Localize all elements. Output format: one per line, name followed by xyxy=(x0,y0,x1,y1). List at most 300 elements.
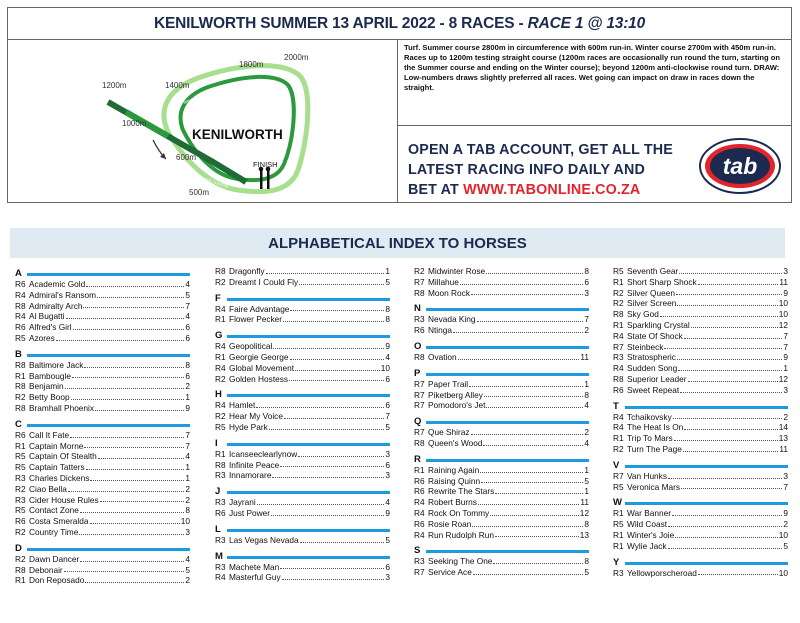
horse-entry xyxy=(414,266,589,277)
letter-header xyxy=(15,268,190,279)
horse-name: Academic Gold xyxy=(29,279,86,289)
horse-name: Dreamt I Could Fly xyxy=(229,276,299,287)
saddlecloth-number: 7 xyxy=(783,481,788,492)
horse-entry xyxy=(414,497,589,508)
horse-entry xyxy=(215,277,390,288)
letter-header xyxy=(215,438,390,449)
horse-entry xyxy=(15,554,190,565)
saddlecloth-number: 9 xyxy=(783,508,788,519)
saddlecloth-number: 2 xyxy=(584,325,589,336)
letter-label: A xyxy=(15,268,22,279)
horse-name: Rock On Tommy xyxy=(428,507,490,518)
horse-entry xyxy=(613,352,788,363)
horse-entry xyxy=(613,277,788,288)
horse-name: Van Hunks xyxy=(627,470,667,481)
horse-entry xyxy=(215,341,390,352)
letter-label: D xyxy=(15,542,22,554)
dot-leader xyxy=(71,392,185,400)
dot-leader xyxy=(683,444,778,452)
saddlecloth-number: 6 xyxy=(185,322,190,333)
race-number: R4 xyxy=(215,400,226,411)
horse-name: Faire Advantage xyxy=(229,303,290,314)
dot-leader xyxy=(83,301,184,309)
saddlecloth-number: 2 xyxy=(584,427,589,438)
dot-leader xyxy=(282,572,385,580)
horse-name: The Heat Is On xyxy=(627,422,684,433)
saddlecloth-number: 9 xyxy=(185,402,190,413)
dot-leader xyxy=(299,277,384,285)
race-number: R1 xyxy=(215,314,226,325)
horse-entry xyxy=(613,309,788,320)
horse-name: Raising Quinn xyxy=(428,475,481,486)
horse-name: Wylie Jack xyxy=(627,540,667,551)
label-600m: 600m xyxy=(176,153,197,162)
dot-leader xyxy=(484,390,583,398)
race-number: R6 xyxy=(15,322,26,333)
race-number: R4 xyxy=(215,572,226,583)
dot-leader xyxy=(698,277,779,285)
horse-name: Debonair xyxy=(29,564,63,575)
letter-divider xyxy=(426,550,589,553)
horse-entry xyxy=(15,441,190,452)
horse-name: Sweet Repeat xyxy=(627,384,680,395)
letter-divider xyxy=(227,556,390,559)
letter-divider xyxy=(27,354,190,357)
horse-name: Don Reposado xyxy=(29,575,85,586)
dot-leader xyxy=(98,451,185,459)
horse-entry xyxy=(414,325,589,336)
saddlecloth-number: 1 xyxy=(584,378,589,389)
race-number: R1 xyxy=(613,319,624,330)
race-number: R8 xyxy=(414,437,425,448)
saddlecloth-number: 8 xyxy=(584,266,589,276)
horse-entry xyxy=(613,433,788,444)
dot-leader xyxy=(280,460,384,468)
horse-name: Service Ace xyxy=(428,567,472,578)
horse-name: Raining Again xyxy=(428,464,480,475)
horse-entry xyxy=(215,363,390,374)
saddlecloth-number: 10 xyxy=(380,362,390,373)
race-number: R2 xyxy=(613,298,624,309)
horse-entry xyxy=(414,314,589,325)
horse-entry xyxy=(15,527,190,538)
dot-leader xyxy=(298,449,384,457)
tab-url-link[interactable]: WWW.TABONLINE.CO.ZA xyxy=(463,182,641,198)
label-2000m: 2000m xyxy=(284,53,309,62)
saddlecloth-number: 9 xyxy=(385,341,390,352)
dot-leader xyxy=(72,371,184,379)
saddlecloth-number: 11 xyxy=(580,351,589,362)
letter-label: P xyxy=(414,367,421,379)
race-number: R8 xyxy=(613,309,624,320)
letter-header xyxy=(414,341,589,352)
course-map xyxy=(8,40,398,202)
race-number: R1 xyxy=(613,508,624,519)
horse-name: Al Bugatti xyxy=(29,311,65,322)
horse-name: Winter's Joie xyxy=(627,529,675,540)
saddlecloth-number: 9 xyxy=(385,507,390,518)
dot-leader xyxy=(283,314,384,322)
letter-divider xyxy=(426,421,589,424)
saddlecloth-number: 13 xyxy=(778,433,788,444)
horse-name: Captain Of Stealth xyxy=(29,451,97,462)
horse-entry xyxy=(613,541,788,552)
saddlecloth-number: 8 xyxy=(584,556,589,567)
horse-name: Millahue xyxy=(428,276,459,287)
dot-leader xyxy=(56,333,185,341)
dot-leader xyxy=(676,288,782,296)
horse-name: Sky God xyxy=(627,309,659,320)
horse-entry xyxy=(613,568,788,579)
horse-entry xyxy=(414,486,589,497)
letter-header xyxy=(215,389,390,400)
dot-leader xyxy=(97,290,184,298)
race-number: R5 xyxy=(215,421,226,432)
horse-entry xyxy=(215,314,390,325)
race-number: R6 xyxy=(414,486,425,497)
horse-name: Dragonfly xyxy=(229,266,265,276)
horse-name: Sparkling Crystal xyxy=(627,319,690,330)
dot-leader xyxy=(664,342,782,350)
race-number: R8 xyxy=(613,373,624,384)
horse-entry xyxy=(15,462,190,473)
saddlecloth-number: 6 xyxy=(185,332,190,343)
horse-name: Run Rudolph Run xyxy=(428,529,494,540)
saddlecloth-number: 8 xyxy=(584,518,589,529)
horse-entry xyxy=(613,288,788,299)
saddlecloth-number: 10 xyxy=(778,529,788,540)
dot-leader xyxy=(481,476,583,484)
index-column-1 xyxy=(15,266,190,586)
letter-divider xyxy=(227,394,390,397)
horse-entry xyxy=(15,371,190,382)
horse-name: Icanseeclearlynow xyxy=(229,448,298,459)
dot-leader xyxy=(256,400,384,408)
race-number: R1 xyxy=(15,370,26,381)
index-column-4 xyxy=(613,266,788,578)
dot-leader xyxy=(65,381,185,389)
saddlecloth-number: 6 xyxy=(385,561,390,572)
horse-name: Veronica Mars xyxy=(627,481,681,492)
race-number: R5 xyxy=(613,266,624,276)
index-column-3 xyxy=(414,266,589,578)
saddlecloth-number: 10 xyxy=(778,298,788,309)
dot-leader xyxy=(679,266,782,274)
dot-leader xyxy=(453,325,583,333)
saddlecloth-number: 3 xyxy=(385,448,390,459)
saddlecloth-number: 6 xyxy=(584,276,589,287)
race-number: R4 xyxy=(215,341,226,352)
horse-name: Call It Fate xyxy=(29,429,70,440)
index-banner xyxy=(10,228,785,258)
horse-name: Dawn Dancer xyxy=(29,553,80,564)
saddlecloth-number: 2 xyxy=(185,575,190,586)
horse-entry xyxy=(414,465,589,476)
tab-advert[interactable] xyxy=(398,126,791,202)
horse-name: Moon Rock xyxy=(428,287,470,298)
dot-leader xyxy=(471,427,584,435)
dot-leader xyxy=(86,279,184,287)
dot-leader xyxy=(80,554,184,562)
horse-entry xyxy=(15,333,190,344)
race-number: R6 xyxy=(15,279,26,289)
horse-name: Silver Queen xyxy=(627,287,675,298)
dot-leader xyxy=(266,266,385,274)
summer-course-label: SUMMER COURSE xyxy=(193,173,230,190)
letter-header xyxy=(613,460,788,471)
horse-name: Hamlet xyxy=(229,400,256,411)
horse-name: Que Shiraz xyxy=(428,427,470,438)
index-column-2 xyxy=(215,266,390,583)
dot-leader xyxy=(458,352,580,360)
dot-leader xyxy=(681,482,782,490)
horse-entry xyxy=(15,473,190,484)
race-number: R4 xyxy=(15,289,26,300)
letter-divider xyxy=(625,502,788,505)
saddlecloth-number: 7 xyxy=(385,411,390,422)
race-number: R8 xyxy=(15,381,26,392)
horse-entry xyxy=(613,298,788,309)
race-number: R8 xyxy=(414,287,425,298)
saddlecloth-number: 3 xyxy=(584,287,589,298)
horse-entry xyxy=(613,342,788,353)
race-number: R5 xyxy=(15,462,26,473)
dot-leader xyxy=(85,575,184,583)
horse-entry xyxy=(613,266,788,277)
dot-leader xyxy=(290,352,385,360)
saddlecloth-number: 6 xyxy=(385,400,390,411)
winter-course-label: WINTER COURSE xyxy=(182,89,217,105)
dot-leader xyxy=(673,412,783,420)
horse-name: War Banner xyxy=(627,508,671,519)
horse-entry xyxy=(613,519,788,530)
label-1000m: 1000m xyxy=(122,119,147,128)
horse-entry xyxy=(414,438,589,449)
letter-divider xyxy=(426,373,589,376)
saddlecloth-number: 2 xyxy=(185,483,190,494)
letter-label: N xyxy=(414,303,421,315)
race-number: R6 xyxy=(215,507,226,518)
horse-entry xyxy=(15,495,190,506)
horse-entry xyxy=(414,427,589,438)
dot-leader xyxy=(660,309,778,317)
race-number: R5 xyxy=(15,451,26,462)
race-number: R1 xyxy=(215,448,226,459)
horse-name: Admiral's Ransom xyxy=(29,289,97,300)
letter-divider xyxy=(227,298,390,301)
race-number: R1 xyxy=(15,440,26,451)
horse-name: Masterful Guy xyxy=(229,572,281,583)
horse-entry xyxy=(414,400,589,411)
saddlecloth-number: 5 xyxy=(385,534,390,545)
horse-entry xyxy=(15,575,190,586)
horse-entry xyxy=(215,470,390,481)
race-number: R4 xyxy=(414,529,425,540)
saddlecloth-number: 1 xyxy=(185,462,190,473)
dot-leader xyxy=(483,438,583,446)
horse-entry xyxy=(215,304,390,315)
letter-header xyxy=(15,349,190,360)
dot-leader xyxy=(684,422,778,430)
horse-name: Midwinter Rose xyxy=(428,266,486,276)
horse-name: Pomodoro's Jet xyxy=(428,400,486,411)
letter-header xyxy=(414,368,589,379)
race-number: R3 xyxy=(15,494,26,505)
finish-post xyxy=(260,169,263,189)
race-number: R4 xyxy=(414,497,425,508)
horse-name: Azores xyxy=(29,332,55,343)
saddlecloth-number: 12 xyxy=(778,373,788,384)
horse-name: Short Sharp Shock xyxy=(627,276,697,287)
letter-divider xyxy=(227,443,390,446)
letter-label: F xyxy=(215,292,221,304)
horse-name: Las Vegas Nevada xyxy=(229,534,299,545)
dot-leader xyxy=(84,360,184,368)
race-number: R2 xyxy=(613,443,624,454)
description-text: Turf. Summer course 2800m in circumference with 600m run-in. Winter course 2700m with 450m run-in. Races up to 1200m testing straight course (1200m races are occasionally run round the turn, starting on the Summer course and ending on the Winter course); beyond 1200m anti-clockwise round turn. DRAW: Low-numbers draws slightly preferred all races. Wet going can impact on draw in races down the straight. xyxy=(404,43,780,92)
letter-label: W xyxy=(613,497,622,509)
race-number: R7 xyxy=(613,470,624,481)
dot-leader xyxy=(477,314,584,322)
horse-name: Seeking The One xyxy=(428,556,493,567)
race-number: R6 xyxy=(15,516,26,527)
horse-entry xyxy=(15,430,190,441)
dot-leader xyxy=(490,508,579,516)
horse-entry xyxy=(613,530,788,541)
race-number: R6 xyxy=(613,384,624,395)
race-number: R3 xyxy=(15,472,26,483)
race-number: R7 xyxy=(414,567,425,578)
letter-label: M xyxy=(215,550,223,562)
dot-leader xyxy=(495,530,579,538)
horse-entry xyxy=(15,311,190,322)
saddlecloth-number: 5 xyxy=(185,289,190,300)
saddlecloth-number: 3 xyxy=(185,526,190,537)
label-1200m: 1200m xyxy=(102,81,127,90)
horse-name: Seventh Gear xyxy=(627,266,679,276)
dot-leader xyxy=(674,433,778,441)
saddlecloth-number: 5 xyxy=(385,421,390,432)
letter-header xyxy=(215,551,390,562)
horse-name: Tchaikovsky xyxy=(627,411,672,422)
saddlecloth-number: 4 xyxy=(185,553,190,564)
horse-name: Ntinga xyxy=(428,325,452,336)
horse-name: Bambougle xyxy=(29,370,71,381)
horse-name: Cider House Rules xyxy=(29,494,99,505)
horse-name: Rewrite The Stars xyxy=(428,486,495,497)
race-number: R4 xyxy=(215,362,226,373)
letter-header xyxy=(414,416,589,427)
horse-entry xyxy=(15,381,190,392)
horse-name: Alfred's Girl xyxy=(29,322,72,333)
horse-entry xyxy=(15,505,190,516)
horse-name: Bramhall Phoenix xyxy=(29,402,95,413)
letter-divider xyxy=(625,562,788,565)
horse-entry xyxy=(215,562,390,573)
saddlecloth-number: 8 xyxy=(185,505,190,516)
race-number: R7 xyxy=(414,389,425,400)
horse-name: Sudden Song xyxy=(627,363,678,374)
horse-name: Hear My Voice xyxy=(229,411,283,422)
race-number: R2 xyxy=(613,287,624,298)
dot-leader xyxy=(70,430,184,438)
letter-label: G xyxy=(215,330,223,342)
horse-name: Captain Tatters xyxy=(29,462,85,473)
saddlecloth-number: 5 xyxy=(783,540,788,551)
saddlecloth-number: 6 xyxy=(385,459,390,470)
saddlecloth-number: 8 xyxy=(385,314,390,325)
horse-entry xyxy=(414,288,589,299)
horse-name: Captain Morne xyxy=(29,440,84,451)
horse-name: Turn The Page xyxy=(627,443,682,454)
saddlecloth-number: 12 xyxy=(579,507,589,518)
saddlecloth-number: 2 xyxy=(783,411,788,422)
dot-leader xyxy=(86,462,185,470)
page-title xyxy=(154,15,645,33)
race-number: R7 xyxy=(414,427,425,438)
race-number: R1 xyxy=(215,351,226,362)
horse-entry xyxy=(613,412,788,423)
dot-leader xyxy=(480,465,583,473)
horse-name: Admiralty Arch xyxy=(29,300,83,311)
race-number: R6 xyxy=(414,518,425,529)
horse-entry xyxy=(414,508,589,519)
dot-leader xyxy=(271,508,384,516)
ad-line-1: OPEN A TAB ACCOUNT, GET ALL THE xyxy=(408,142,673,158)
saddlecloth-number: 11 xyxy=(779,443,788,454)
dot-leader xyxy=(272,470,384,478)
dot-leader xyxy=(486,266,583,274)
saddlecloth-number: 7 xyxy=(185,300,190,311)
horse-name: Steinbeck xyxy=(627,341,664,352)
race-number: R3 xyxy=(215,534,226,545)
horse-name: Yellowporscheroad xyxy=(627,567,697,578)
race-number: R7 xyxy=(414,378,425,389)
race-number: R7 xyxy=(414,276,425,287)
race-number: R4 xyxy=(215,303,226,314)
horse-entry xyxy=(15,301,190,312)
horse-entry xyxy=(613,320,788,331)
track-diagram xyxy=(8,40,398,202)
horse-name: Queen's Wood xyxy=(428,437,483,448)
race-number: R7 xyxy=(414,400,425,411)
dot-leader xyxy=(284,411,384,419)
letter-header xyxy=(613,557,788,568)
horse-entry xyxy=(215,460,390,471)
horse-entry xyxy=(613,331,788,342)
letter-divider xyxy=(426,346,589,349)
dot-leader xyxy=(672,508,782,516)
tab-logo[interactable] xyxy=(699,138,781,194)
horse-name: Charles Dickens xyxy=(29,472,90,483)
horse-entry xyxy=(613,508,788,519)
dot-leader xyxy=(90,473,184,481)
letter-divider xyxy=(27,424,190,427)
horse-name: Flower Pecker xyxy=(229,314,283,325)
race-number: R1 xyxy=(613,540,624,551)
letter-header xyxy=(15,419,190,430)
dot-leader xyxy=(295,363,380,371)
letter-header xyxy=(215,524,390,535)
letter-divider xyxy=(426,459,589,462)
course-name: KENILWORTH xyxy=(192,127,283,142)
dot-leader xyxy=(678,363,782,371)
horse-entry xyxy=(613,374,788,385)
letter-header xyxy=(414,545,589,556)
saddlecloth-number: 7 xyxy=(185,440,190,451)
saddlecloth-number: 5 xyxy=(584,567,589,578)
saddlecloth-number: 3 xyxy=(783,470,788,481)
